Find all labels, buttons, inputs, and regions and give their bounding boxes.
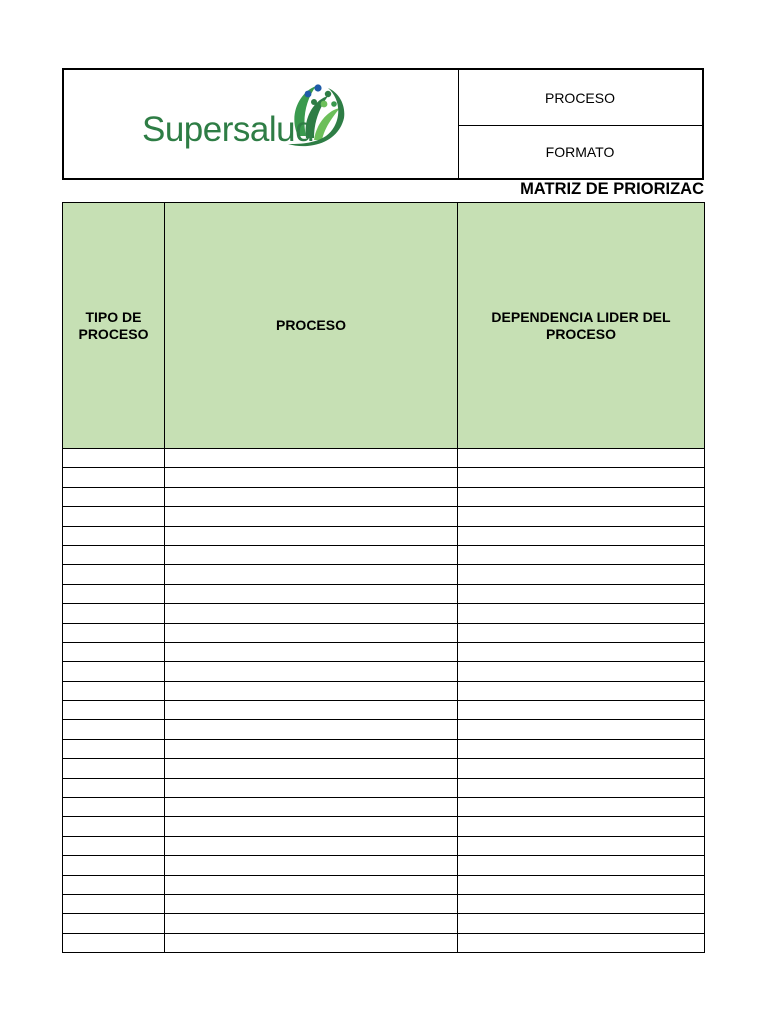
table-cell[interactable]	[165, 856, 458, 875]
table-cell[interactable]	[63, 507, 165, 526]
table-row	[63, 545, 705, 564]
table-cell[interactable]	[63, 739, 165, 758]
table-cell[interactable]	[458, 545, 705, 564]
table-cell[interactable]	[63, 894, 165, 913]
table-cell[interactable]	[63, 798, 165, 817]
table-row	[63, 701, 705, 720]
table-cell[interactable]	[63, 681, 165, 700]
table-cell[interactable]	[165, 836, 458, 855]
table-cell[interactable]	[165, 545, 458, 564]
table-cell[interactable]	[458, 798, 705, 817]
table-cell[interactable]	[165, 662, 458, 681]
table-row	[63, 778, 705, 797]
table-cell[interactable]	[165, 468, 458, 487]
table-row	[63, 933, 705, 952]
table-cell[interactable]	[165, 449, 458, 468]
table-cell[interactable]	[63, 856, 165, 875]
table-cell[interactable]	[63, 545, 165, 564]
table-cell[interactable]	[63, 933, 165, 952]
table-row	[63, 662, 705, 681]
table-row	[63, 798, 705, 817]
table-cell[interactable]	[63, 720, 165, 739]
table-cell[interactable]	[165, 739, 458, 758]
table-row	[63, 836, 705, 855]
table-cell[interactable]	[458, 875, 705, 894]
table-cell[interactable]	[458, 759, 705, 778]
table-cell[interactable]	[63, 701, 165, 720]
table-cell[interactable]	[165, 914, 458, 933]
table-cell[interactable]	[63, 778, 165, 797]
table-cell[interactable]	[63, 468, 165, 487]
table-row	[63, 739, 705, 758]
table-row	[63, 894, 705, 913]
table-cell[interactable]	[458, 739, 705, 758]
table-cell[interactable]	[458, 623, 705, 642]
table-cell[interactable]	[165, 604, 458, 623]
table-cell[interactable]	[458, 604, 705, 623]
column-header-process-type: TIPO DE PROCESO	[63, 203, 165, 449]
table-cell[interactable]	[458, 449, 705, 468]
table-cell[interactable]	[63, 914, 165, 933]
table-cell[interactable]	[458, 817, 705, 836]
priorization-table	[62, 202, 705, 953]
table-cell[interactable]	[165, 798, 458, 817]
table-cell[interactable]	[458, 933, 705, 952]
table-cell[interactable]	[165, 894, 458, 913]
table-cell[interactable]	[165, 759, 458, 778]
table-cell[interactable]	[458, 778, 705, 797]
table-body	[63, 449, 705, 953]
process-cell: PROCESO	[458, 70, 702, 126]
table-cell[interactable]	[458, 468, 705, 487]
table-cell[interactable]	[63, 817, 165, 836]
table-cell[interactable]	[458, 836, 705, 855]
table-cell[interactable]	[165, 526, 458, 545]
table-cell[interactable]	[63, 759, 165, 778]
table-cell[interactable]	[458, 894, 705, 913]
table-row	[63, 604, 705, 623]
table-row	[63, 875, 705, 894]
table-cell[interactable]	[165, 933, 458, 952]
table-cell[interactable]	[63, 642, 165, 661]
table-cell[interactable]	[165, 875, 458, 894]
logo-wordmark: Supersalud	[142, 110, 315, 149]
table-cell[interactable]	[458, 681, 705, 700]
table-cell[interactable]	[63, 487, 165, 506]
table-cell[interactable]	[165, 565, 458, 584]
table-cell[interactable]	[63, 604, 165, 623]
matrix-title: MATRIZ DE PRIORIZAC	[520, 180, 704, 198]
table-row	[63, 817, 705, 836]
table-cell[interactable]	[63, 623, 165, 642]
table-cell[interactable]	[165, 720, 458, 739]
table-row	[63, 487, 705, 506]
table-row	[63, 642, 705, 661]
table-cell[interactable]	[165, 623, 458, 642]
table-cell[interactable]	[165, 507, 458, 526]
column-header-process: PROCESO	[165, 203, 458, 449]
table-row	[63, 914, 705, 933]
table-row	[63, 759, 705, 778]
table-cell[interactable]	[458, 507, 705, 526]
table-row	[63, 507, 705, 526]
table-cell[interactable]	[458, 701, 705, 720]
table-row	[63, 565, 705, 584]
table-cell[interactable]	[63, 836, 165, 855]
table-cell[interactable]	[63, 526, 165, 545]
table-cell[interactable]	[165, 817, 458, 836]
table-cell[interactable]	[458, 856, 705, 875]
table-cell[interactable]	[165, 681, 458, 700]
table-row	[63, 856, 705, 875]
table-cell[interactable]	[63, 584, 165, 603]
table-row	[63, 681, 705, 700]
table-cell[interactable]	[165, 642, 458, 661]
table-cell[interactable]	[165, 701, 458, 720]
table-cell[interactable]	[63, 449, 165, 468]
table-row	[63, 526, 705, 545]
table-cell[interactable]	[165, 584, 458, 603]
table-cell[interactable]	[458, 584, 705, 603]
table-row	[63, 623, 705, 642]
table-cell[interactable]	[63, 565, 165, 584]
column-header-lead-unit: DEPENDENCIA LIDER DEL PROCESO	[458, 203, 705, 449]
table-cell[interactable]	[165, 778, 458, 797]
table-cell[interactable]	[458, 526, 705, 545]
table-cell[interactable]	[458, 642, 705, 661]
format-cell: FORMATO	[545, 144, 615, 160]
table-header-row	[63, 203, 705, 449]
table-row	[63, 449, 705, 468]
table-row	[63, 584, 705, 603]
table-cell[interactable]	[458, 487, 705, 506]
table-row	[63, 468, 705, 487]
table-cell[interactable]	[458, 914, 705, 933]
table-row	[63, 720, 705, 739]
table-cell[interactable]	[458, 720, 705, 739]
document-header	[62, 68, 704, 180]
table-cell[interactable]	[165, 487, 458, 506]
table-cell[interactable]	[458, 662, 705, 681]
table-cell[interactable]	[63, 875, 165, 894]
table-cell[interactable]	[458, 565, 705, 584]
table-cell[interactable]	[63, 662, 165, 681]
logo-cell	[64, 70, 459, 178]
